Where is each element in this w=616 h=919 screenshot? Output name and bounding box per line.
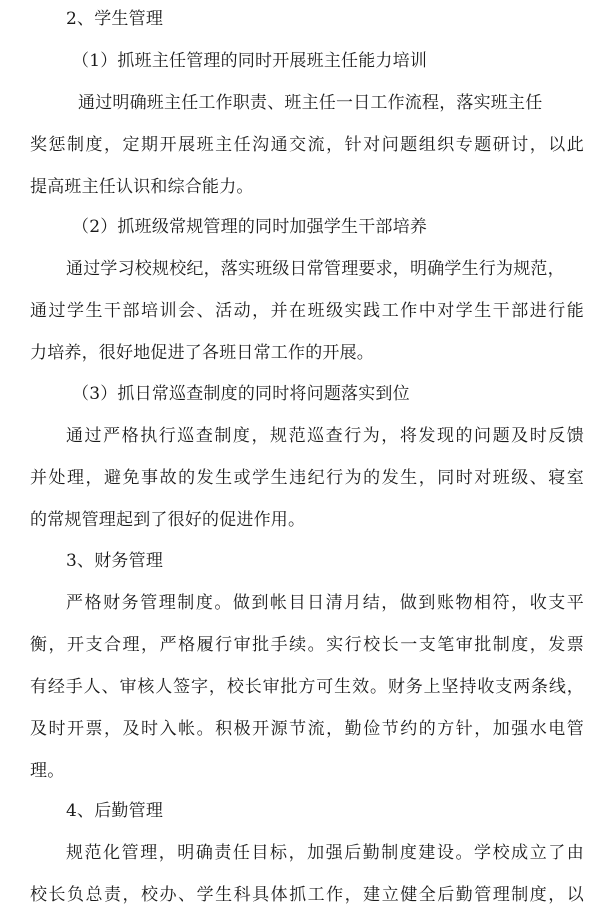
paragraph-line: 衡，开支合理，严格履行审批手续。实行校长一支笔审批制度，发票 xyxy=(30,635,584,655)
paragraph-line: 通过明确班主任工作职责、班主任一日工作流程，落实班主任 xyxy=(78,93,543,113)
paragraph-line: 严格财务管理制度。做到帐目日清月结，做到账物相符，收支平 xyxy=(66,593,584,613)
subsection-title-2: （2）抓班级常规管理的同时加强学生干部培养 xyxy=(72,217,428,237)
section-heading-logistics: 4、后勤管理 xyxy=(66,801,164,821)
paragraph-line: 及时开票，及时入帐。积极开源节流，勤俭节约的方针，加强水电管 xyxy=(30,719,584,739)
subsection-title-3: （3）抓日常巡查制度的同时将问题落实到位 xyxy=(72,384,410,404)
paragraph-line: 通过学生干部培训会、活动，并在班级实践工作中对学生干部进行能 xyxy=(30,301,584,321)
paragraph-line: 并处理，避免事故的发生或学生违纪行为的发生，同时对班级、寝室 xyxy=(30,468,584,488)
section-heading-student: 2、学生管理 xyxy=(66,9,164,29)
paragraph-line: 奖惩制度，定期开展班主任沟通交流，针对问题组织专题研讨，以此 xyxy=(30,135,584,155)
paragraph-line: 有经手人、审核人签字，校长审批方可生效。财务上坚持收支两条线， xyxy=(30,677,584,697)
paragraph-line: 通过学习校规校纪，落实班级日常管理要求，明确学生行为规范， xyxy=(66,259,565,279)
section-heading-finance: 3、财务管理 xyxy=(66,551,164,571)
paragraph-line: 校长负总责，校办、学生科具体抓工作，建立健全后勤管理制度，以 xyxy=(30,885,584,905)
subsection-title-1: （1）抓班主任管理的同时开展班主任能力培训 xyxy=(72,51,428,71)
paragraph-line: 理。 xyxy=(30,761,65,781)
paragraph-line: 通过严格执行巡查制度，规范巡查行为，将发现的问题及时反馈 xyxy=(66,426,584,446)
paragraph-line: 提高班主任认识和综合能力。 xyxy=(30,177,254,197)
paragraph-line: 的常规管理起到了很好的促进作用。 xyxy=(30,510,306,530)
paragraph-line: 规范化管理，明确责任目标，加强后勤制度建设。学校成立了由 xyxy=(66,843,584,863)
paragraph-line: 力培养，很好地促进了各班日常工作的开展。 xyxy=(30,343,374,363)
